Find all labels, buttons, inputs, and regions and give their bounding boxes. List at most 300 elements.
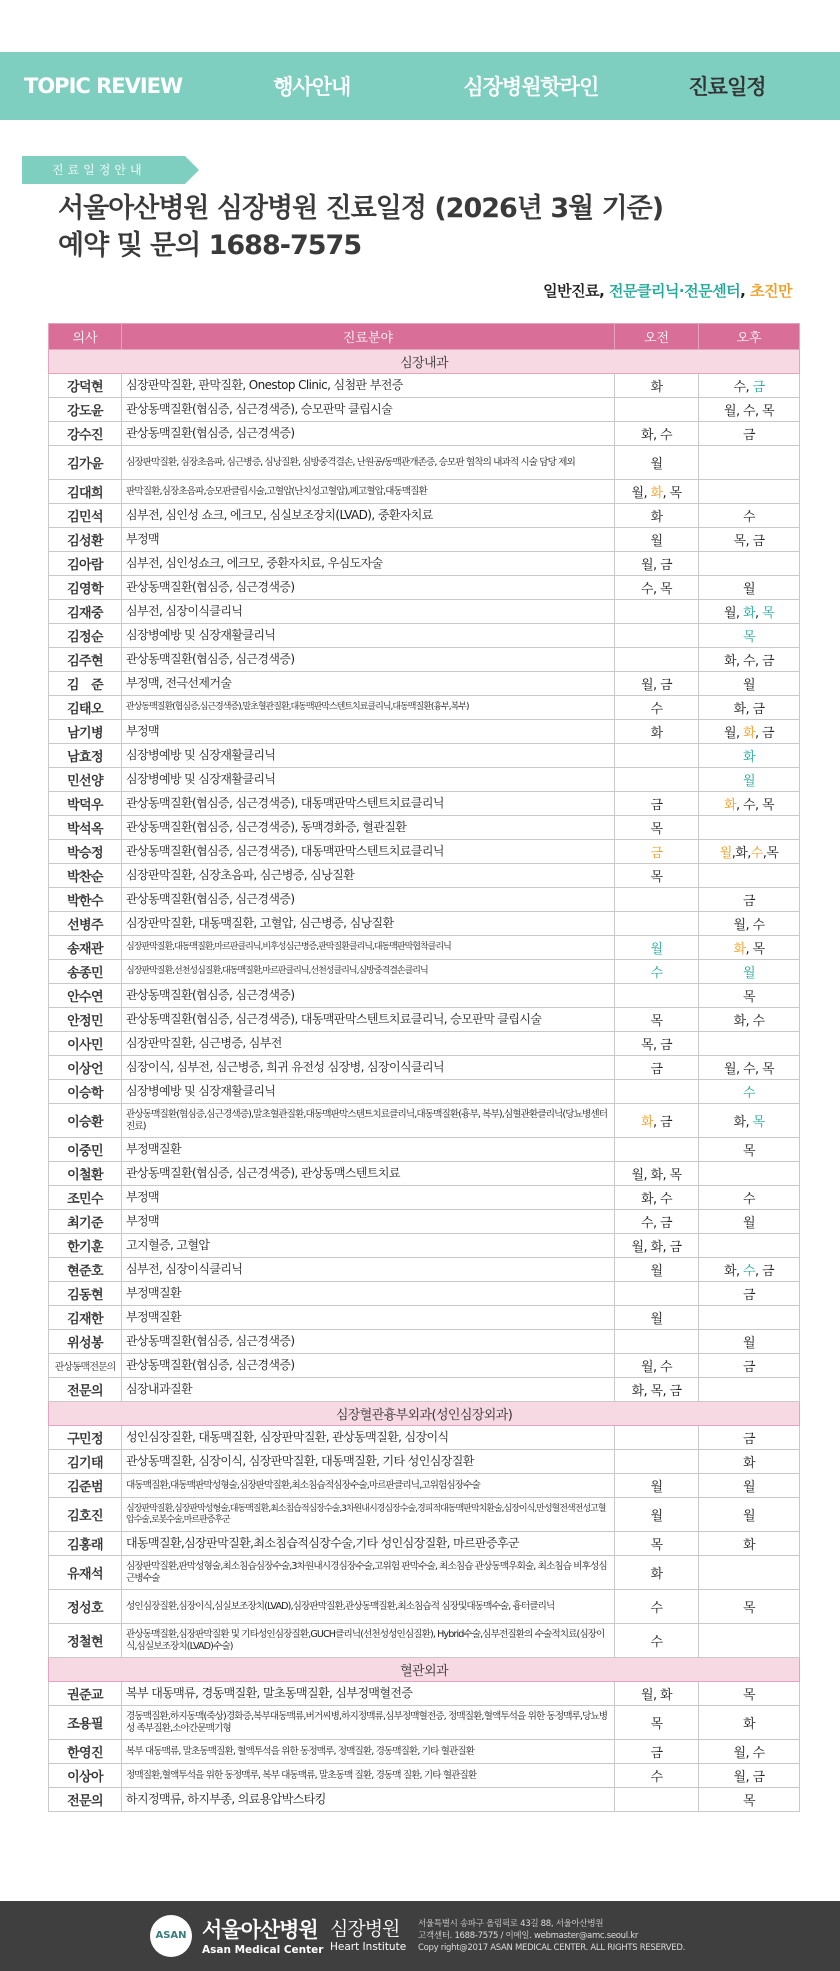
am-schedule [615, 1378, 699, 1402]
specialty-field: 심장판막질환,심장판막성형술,대동맥질환,최소침습적심장수술,3차원내시경심장수술,경피적대동맥판막치환술,심장이식,만성혈전색전성고혈압수술,로봇수술,마르판증후군 [122, 1498, 615, 1532]
day-token: 화 [650, 486, 663, 501]
doctor-name: 김가윤 [49, 446, 122, 480]
pm-schedule [699, 1426, 800, 1450]
pm-schedule [699, 1210, 800, 1234]
doctor-name: 안수연 [49, 984, 122, 1008]
day-token: 월 [743, 774, 755, 789]
am-schedule [615, 936, 699, 960]
am-schedule [615, 792, 699, 816]
day-token: 화, 목, 금 [631, 1384, 682, 1399]
specialty-field: 부정맥질환 [122, 1282, 615, 1306]
day-token: 화 [743, 726, 755, 741]
specialty-field: 대동맥질환,심장판막질환,최소침습적심장수술,기타 성인심장질환, 마르판증후군 [122, 1532, 615, 1556]
table-row [49, 960, 800, 984]
section-header-row [49, 1402, 800, 1426]
pm-schedule [699, 840, 800, 864]
pm-schedule [699, 1450, 800, 1474]
doctor-name: 김기태 [49, 1450, 122, 1474]
am-schedule [615, 1532, 699, 1556]
doctor-name: 김성환 [49, 528, 122, 552]
table-row [49, 816, 800, 840]
pm-schedule [699, 768, 800, 792]
doctor-name: 정성호 [49, 1590, 122, 1624]
am-schedule [615, 1104, 699, 1138]
day-token: 화 [650, 510, 663, 525]
day-token: 화 [650, 1567, 663, 1582]
day-token: 금 [743, 1360, 755, 1375]
pm-schedule [699, 1186, 800, 1210]
nav-hotline[interactable]: 심장병원핫라인 [463, 75, 599, 99]
section-tag: 진료일정안내 [22, 156, 185, 184]
doctor-name: 선병주 [49, 912, 122, 936]
am-schedule [615, 648, 699, 672]
am-schedule [615, 1138, 699, 1162]
section-title: 혈관외과 [49, 1658, 800, 1682]
pm-schedule [699, 960, 800, 984]
doctor-name: 정철현 [49, 1624, 122, 1658]
day-token: , 금 [652, 1115, 672, 1130]
specialty-field: 관상동맥질환(협심증,심근경색증),말초혈관질환,대동맥판막스텐트치료클리닉,대동맥질환(흉부,복부) [122, 696, 615, 720]
pm-schedule [699, 672, 800, 696]
specialty-field: 심부전, 심장이식클리닉 [122, 1258, 615, 1282]
specialty-field: 고지혈증, 고혈압 [122, 1234, 615, 1258]
specialty-field: 복부 대동맥류, 말초동맥질환, 혈액투석을 위한 동정맥루, 정맥질환, 경동맥질환, 기타 혈관질환 [122, 1740, 615, 1764]
specialty-field: 부정맥질환 [122, 1138, 615, 1162]
pm-schedule [699, 1682, 800, 1706]
specialty-field: 심장병예방 및 심장재활클리닉 [122, 624, 615, 648]
doctor-name: 김재중 [49, 600, 122, 624]
pm-schedule [699, 816, 800, 840]
pm-schedule [699, 528, 800, 552]
specialty-field: 부정맥, 전극선제거술 [122, 672, 615, 696]
specialty-field: 관상동맥질환(협심증, 심근경색증), 동맥경화증, 혈관질환 [122, 816, 615, 840]
am-schedule [615, 552, 699, 576]
table-row [49, 576, 800, 600]
pm-schedule [699, 1740, 800, 1764]
specialty-field: 심장판막질환, 심장초음파, 심근병증, 심낭질환, 심방중격결손, 난원공/동맥관개존증, 승모판 협착의 내과적 시술 담당 제외 [122, 446, 615, 480]
am-schedule [615, 374, 699, 398]
table-row [49, 1056, 800, 1080]
doctor-name: 남기병 [49, 720, 122, 744]
pm-schedule [699, 1706, 800, 1740]
pm-schedule [699, 864, 800, 888]
day-token: 월, 수 [641, 1360, 672, 1375]
day-token: 월 [650, 534, 663, 549]
day-token: 수 [650, 1635, 663, 1650]
specialty-field: 부정맥질환 [122, 1306, 615, 1330]
am-schedule [615, 744, 699, 768]
day-token: 월 [743, 1480, 755, 1495]
table-row [49, 1080, 800, 1104]
day-token: 금 [743, 1432, 755, 1447]
table-row [49, 1474, 800, 1498]
doctor-name: 김주현 [49, 648, 122, 672]
day-token: 수 [743, 1264, 755, 1279]
doctor-name: 김재한 [49, 1306, 122, 1330]
specialty-field: 성인심장질환,심장이식,심실보조장치(LVAD),심장판막질환,관상동맥질환,최소침습적 심장및대동맥수술, 흉터클리닉 [122, 1590, 615, 1624]
table-row [49, 624, 800, 648]
day-token: 수 [743, 1086, 755, 1101]
day-token: , 금 [754, 726, 775, 741]
doctor-name: 송종민 [49, 960, 122, 984]
table-row [49, 1162, 800, 1186]
pm-schedule [699, 1162, 800, 1186]
table-row [49, 744, 800, 768]
am-schedule [615, 1032, 699, 1056]
table-row [49, 1590, 800, 1624]
day-token: 금 [743, 1288, 755, 1303]
table-row [49, 1706, 800, 1740]
pm-schedule [699, 1008, 800, 1032]
footer [0, 1901, 840, 1971]
day-token: 목 [743, 1688, 755, 1703]
pm-schedule [699, 792, 800, 816]
day-token: 목 [650, 1717, 663, 1732]
pm-schedule [699, 504, 800, 528]
day-token: 목 [743, 990, 755, 1005]
am-schedule [615, 624, 699, 648]
day-token: 수, [733, 380, 753, 395]
day-token: ,목 [762, 846, 779, 861]
doctor-name: 조민수 [49, 1186, 122, 1210]
day-token: 수 [750, 846, 763, 861]
day-token: 월, 수 [733, 1746, 765, 1761]
doctor-name: 전문의 [49, 1378, 122, 1402]
day-token: 월 [650, 1509, 663, 1524]
day-token: 수 [650, 702, 663, 717]
specialty-field: 관상동맥질환(협심증, 심근경색증), 대동맥판막스텐트치료클리닉 [122, 792, 615, 816]
doctor-name: 한기훈 [49, 1234, 122, 1258]
specialty-field: 판막질환,심장초음파,승모판클립시술,고혈압(난치성고혈압),폐고혈압,대동맥질환 [122, 480, 615, 504]
doctor-name: 박덕우 [49, 792, 122, 816]
doctor-name: 김호진 [49, 1498, 122, 1532]
doctor-name: 강수진 [49, 422, 122, 446]
day-token: 월 [650, 1312, 663, 1327]
day-token: 월 [743, 1216, 755, 1231]
day-token: 화, [733, 1115, 753, 1130]
day-token: 목, 금 [641, 1038, 672, 1053]
day-token: 월, 화, 금 [631, 1240, 682, 1255]
table-row [49, 552, 800, 576]
day-token: 월 [719, 846, 732, 861]
institute-name [330, 1914, 406, 1953]
pm-schedule [699, 648, 800, 672]
table-row [49, 648, 800, 672]
table-row [49, 1354, 800, 1378]
day-token: 화 [650, 726, 663, 741]
specialty-field: 심장판막질환,판막성형술,최소침습심장수술,3차원내시경심장수술,고위험 판막수술, 최소침습 관상동맥우회술, 최소침습 비후성심근병수술 [122, 1556, 615, 1590]
table-row [49, 1788, 800, 1812]
doctor-name: 권준교 [49, 1682, 122, 1706]
specialty-field: 성인심장질환, 대동맥질환, 심장판막질환, 관상동맥질환, 심장이식 [122, 1426, 615, 1450]
day-token: , 수, 목 [735, 798, 774, 813]
day-token: , [754, 606, 763, 621]
am-schedule [615, 576, 699, 600]
color-legend [543, 280, 792, 301]
pm-schedule [699, 1258, 800, 1282]
specialty-field: 부정맥 [122, 528, 615, 552]
nav-topic-review[interactable]: TOPIC REVIEW [24, 74, 183, 98]
nav-schedule[interactable]: 진료일정 [688, 75, 766, 99]
day-token: 월, [631, 486, 651, 501]
day-token: 수 [743, 510, 755, 525]
day-token: 월, 수 [733, 918, 765, 933]
am-schedule [615, 1186, 699, 1210]
day-token: 목 [743, 1144, 755, 1159]
pm-schedule [699, 1788, 800, 1812]
day-token: 목 [743, 630, 755, 645]
table-row [49, 600, 800, 624]
am-schedule [615, 1080, 699, 1104]
doctor-name: 조용필 [49, 1706, 122, 1740]
doctor-name: 이상언 [49, 1056, 122, 1080]
day-token: 화 [743, 1717, 755, 1732]
specialty-field: 심장판막질환, 판막질환, Onestop Clinic, 심첨판 부전증 [122, 374, 615, 398]
day-token: 화, 수 [733, 1014, 765, 1029]
footer-address: 서울특별시 송파구 올림픽로 43길 88, 서울아산병원 [418, 1919, 604, 1929]
table-row [49, 422, 800, 446]
pm-schedule [699, 552, 800, 576]
legend-special: 전문클리닉·전문센터 [608, 282, 741, 300]
table-header-row [49, 324, 800, 350]
day-token: 화 [743, 750, 755, 765]
nav-events[interactable]: 행사안내 [273, 75, 351, 99]
day-token: 월, 금 [641, 678, 672, 693]
am-schedule [615, 1330, 699, 1354]
doctor-name: 강도윤 [49, 398, 122, 422]
doctor-name: 박승정 [49, 840, 122, 864]
table-row [49, 528, 800, 552]
doctor-name: 이중민 [49, 1138, 122, 1162]
day-token: 수 [743, 1192, 755, 1207]
day-token: 금 [743, 894, 755, 909]
day-token: 화, [723, 1264, 744, 1279]
footer-copyright: Copy right@2017 ASAN MEDICAL CENTER. ALL RIGHTS RESERVED. [418, 1943, 685, 1953]
day-token: 월 [650, 1480, 663, 1495]
doctor-name: 김태오 [49, 696, 122, 720]
am-schedule [615, 1682, 699, 1706]
pm-schedule [699, 888, 800, 912]
doctor-name: 박한수 [49, 888, 122, 912]
day-token: 목 [743, 1601, 755, 1616]
table-row [49, 1186, 800, 1210]
am-schedule [615, 1706, 699, 1740]
specialty-field: 관상동맥질환(협심증, 심근경색증) [122, 422, 615, 446]
day-token: 수, 목 [641, 582, 672, 597]
table-row [49, 672, 800, 696]
doctor-name: 민선양 [49, 768, 122, 792]
pm-schedule [699, 398, 800, 422]
am-schedule [615, 398, 699, 422]
specialty-field: 심장내과질환 [122, 1378, 615, 1402]
day-token: 화, 수 [641, 1192, 672, 1207]
am-schedule [615, 840, 699, 864]
pm-schedule [699, 600, 800, 624]
am-schedule [615, 446, 699, 480]
pm-schedule [699, 1080, 800, 1104]
doctor-name: 박찬순 [49, 864, 122, 888]
day-token: , 금 [754, 1264, 775, 1279]
schedule-table [48, 323, 800, 1812]
table-row [49, 1330, 800, 1354]
doctor-name: 김아람 [49, 552, 122, 576]
table-row [49, 1682, 800, 1706]
table-row [49, 446, 800, 480]
pm-schedule [699, 1032, 800, 1056]
top-nav [0, 52, 840, 120]
table-row [49, 864, 800, 888]
specialty-field: 경동맥질환,하지동맥(죽상)경화증,복부대동맥류,버거씨병,하지정맥류,심부정맥혈전증, 정맥질환,혈액투석을 위한 동정맥루,당뇨병성 족부질환,소아간문맥기형 [122, 1706, 615, 1740]
pm-schedule [699, 1624, 800, 1658]
specialty-field: 관상동맥질환(협심증, 심근경색증) [122, 1330, 615, 1354]
pm-schedule [699, 696, 800, 720]
day-token: 월 [743, 678, 755, 693]
day-token: 금 [743, 428, 755, 443]
am-schedule [615, 1740, 699, 1764]
day-token: 월 [650, 1264, 663, 1279]
legend-general: 일반진료 [543, 282, 600, 300]
day-token: 월 [743, 582, 755, 597]
day-token: 화 [743, 1538, 755, 1553]
am-schedule [615, 1426, 699, 1450]
table-row [49, 1556, 800, 1590]
am-schedule [615, 960, 699, 984]
specialty-field: 복부 대동맥류, 경동맥질환, 말초동맥질환, 심부정맥혈전증 [122, 1682, 615, 1706]
am-schedule [615, 1056, 699, 1080]
specialty-field: 관상동맥질환(협심증, 심근경색증) [122, 648, 615, 672]
doctor-name: 김홍래 [49, 1532, 122, 1556]
day-token: 화 [641, 1115, 653, 1130]
hospital-logo-icon: ASAN [150, 1915, 192, 1957]
doctor-name: 안정민 [49, 1008, 122, 1032]
doctor-name: 최기준 [49, 1210, 122, 1234]
specialty-field: 관상동맥질환(협심증, 심근경색증) [122, 888, 615, 912]
header-field: 진료분야 [122, 324, 615, 350]
day-token: 월, 금 [733, 1770, 765, 1785]
header-am: 오전 [615, 324, 699, 350]
day-token: 금 [752, 380, 765, 395]
title-line-1: 서울아산병원 심장병원 진료일정 (2026년 3월 기준) [58, 193, 664, 224]
pm-schedule [699, 576, 800, 600]
day-token: 수 [650, 1601, 663, 1616]
specialty-field: 관상동맥질환(협심증, 심근경색증) [122, 576, 615, 600]
doctor-name: 이승학 [49, 1080, 122, 1104]
table-row [49, 1008, 800, 1032]
am-schedule [615, 816, 699, 840]
day-token: 목 [650, 1014, 663, 1029]
day-token: 월 [743, 966, 755, 981]
doctor-name: 김동현 [49, 1282, 122, 1306]
section-title: 심장혈관흉부외과(성인심장외과) [49, 1402, 800, 1426]
specialty-field: 부정맥 [122, 1186, 615, 1210]
day-token: 목 [650, 822, 663, 837]
table-row [49, 1426, 800, 1450]
table-row [49, 1764, 800, 1788]
day-token: 월 [743, 1509, 755, 1524]
day-token: 화, 수 [641, 428, 672, 443]
table-row [49, 1498, 800, 1532]
legend-first-visit: 초진만 [750, 282, 792, 300]
pm-schedule [699, 1474, 800, 1498]
specialty-field: 부정맥 [122, 1210, 615, 1234]
table-row [49, 1104, 800, 1138]
day-token: 목 [650, 1538, 663, 1553]
pm-schedule [699, 720, 800, 744]
section-header-row [49, 350, 800, 374]
am-schedule [615, 864, 699, 888]
am-schedule [615, 1474, 699, 1498]
pm-schedule [699, 1764, 800, 1788]
day-token: 수 [650, 1770, 663, 1785]
pm-schedule [699, 1282, 800, 1306]
day-token: ,화, [731, 846, 751, 861]
doctor-name: 관상동맥전문의 [49, 1354, 122, 1378]
table-row [49, 1282, 800, 1306]
table-row [49, 504, 800, 528]
table-row [49, 374, 800, 398]
specialty-field: 심장병예방 및 심장재활클리닉 [122, 768, 615, 792]
doctor-name: 이사민 [49, 1032, 122, 1056]
table-body [49, 350, 800, 1812]
day-token: , 목 [745, 942, 765, 957]
doctor-name: 남효정 [49, 744, 122, 768]
day-token: 월, 수, 목 [723, 404, 774, 419]
day-token: 금 [650, 846, 663, 861]
am-schedule [615, 1306, 699, 1330]
am-schedule [615, 1764, 699, 1788]
day-token: 수, 금 [641, 1216, 672, 1231]
header-pm: 오후 [699, 324, 800, 350]
am-schedule [615, 1162, 699, 1186]
specialty-field: 심장판막질환, 심장초음파, 심근병증, 심낭질환 [122, 864, 615, 888]
doctor-name: 이상아 [49, 1764, 122, 1788]
specialty-field: 심장판막질환,선천성심질환,대동맥질환,마르판클리닉,선천성클리닉,심방중격결손클리닉 [122, 960, 615, 984]
doctor-name: 강덕현 [49, 374, 122, 398]
hospital-name [202, 1914, 323, 1956]
pm-schedule [699, 1330, 800, 1354]
pm-schedule [699, 480, 800, 504]
doctor-name: 김영학 [49, 576, 122, 600]
table-row [49, 1532, 800, 1556]
am-schedule [615, 984, 699, 1008]
doctor-name: 김준범 [49, 1474, 122, 1498]
page-title [58, 190, 663, 264]
am-schedule [615, 528, 699, 552]
section-title: 심장내과 [49, 350, 800, 374]
pm-schedule [699, 374, 800, 398]
am-schedule [615, 1450, 699, 1474]
table-row [49, 1258, 800, 1282]
footer-info [418, 1918, 685, 1954]
am-schedule [615, 720, 699, 744]
specialty-field: 관상동맥질환(협심증, 심근경색증) [122, 984, 615, 1008]
specialty-field: 대동맥질환,대동맥판막성형술,심장판막질환,최소침습적심장수술,마르판클리닉,고위험심장수술 [122, 1474, 615, 1498]
table-row [49, 696, 800, 720]
hospital-name-ko: 서울아산병원 [202, 1918, 318, 1942]
am-schedule [615, 1354, 699, 1378]
table-row [49, 1740, 800, 1764]
doctor-name: 유재석 [49, 1556, 122, 1590]
day-token: 화, 수, 금 [723, 654, 774, 669]
table-row [49, 912, 800, 936]
table-row [49, 1234, 800, 1258]
doctor-name: 박석옥 [49, 816, 122, 840]
specialty-field: 관상동맥질환(협심증, 심근경색증), 대동맥판막스텐트치료클리닉 [122, 840, 615, 864]
table-row [49, 1624, 800, 1658]
day-token: 목 [752, 1115, 765, 1130]
title-line-2: 예약 및 문의 1688-7575 [58, 230, 362, 261]
am-schedule [615, 480, 699, 504]
